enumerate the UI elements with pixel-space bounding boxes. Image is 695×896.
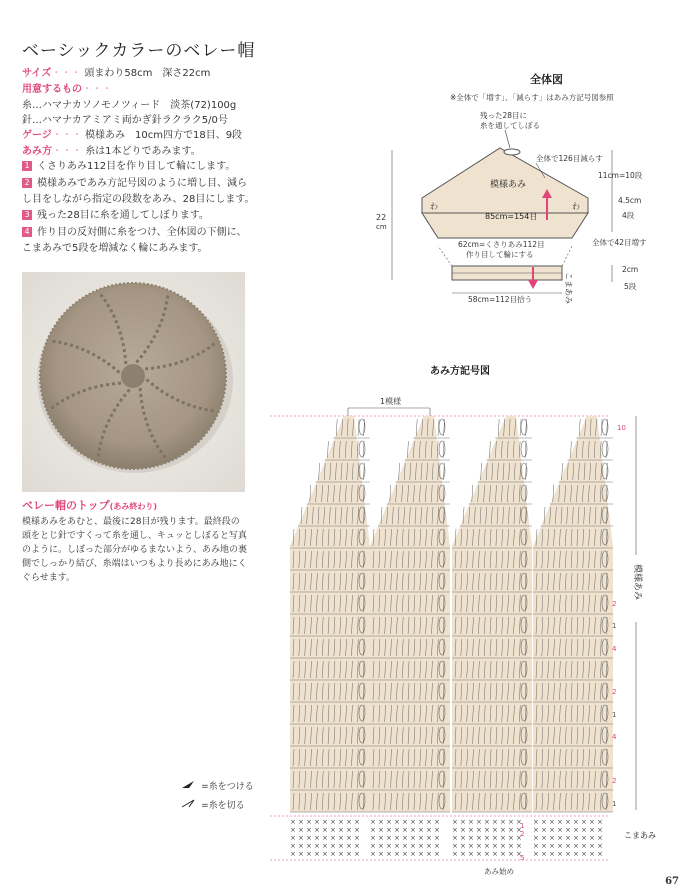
single-crochet-mark: × — [597, 826, 603, 834]
koma-side-label: こまあみ — [564, 272, 573, 304]
single-crochet-mark: × — [597, 850, 603, 858]
legend-attach: =糸をつける — [180, 774, 254, 793]
single-crochet-mark: × — [322, 842, 328, 850]
rows-11cm-label: 11cm=10段 — [598, 171, 643, 180]
single-crochet-mark: × — [484, 850, 490, 858]
koma-label-5: 5 — [520, 854, 525, 862]
single-crochet-mark: × — [533, 818, 539, 826]
side-koma-label: こまあみ — [624, 831, 656, 840]
rows-45cm-label: 4.5cm — [618, 196, 642, 205]
single-crochet-mark: × — [533, 850, 539, 858]
legend-cut: =糸を切る — [180, 793, 245, 812]
single-crochet-mark: × — [330, 850, 336, 858]
single-crochet-mark: × — [541, 818, 547, 826]
single-crochet-mark: × — [378, 826, 384, 834]
step-4: 4 作り目の反対側に糸をつけ、全体図の下側に、 — [22, 226, 247, 240]
single-crochet-mark: × — [460, 834, 466, 842]
single-crochet-mark: × — [581, 826, 587, 834]
size-label: サイズ — [22, 68, 52, 79]
crochet-chart — [270, 360, 670, 880]
single-crochet-mark: × — [290, 850, 296, 858]
single-crochet-mark: × — [370, 850, 376, 858]
single-crochet-mark: × — [589, 842, 595, 850]
single-crochet-mark: × — [557, 826, 563, 834]
single-crochet-mark: × — [386, 842, 392, 850]
single-crochet-mark: × — [298, 818, 304, 826]
single-crochet-mark: × — [434, 850, 440, 858]
single-crochet-mark: × — [346, 818, 352, 826]
single-crochet-mark: × — [581, 818, 587, 826]
rows-5-label: 5段 — [624, 282, 637, 291]
row-label: 2 — [612, 688, 617, 696]
single-crochet-mark: × — [468, 826, 474, 834]
single-crochet-mark: × — [468, 842, 474, 850]
height-22-unit: cm — [376, 223, 387, 231]
photo-description: 模様あみをあむと、最後に28目が残ります。最終段の頭をとじ針ですくって糸を通し、キュッとしぼると写真のように。しぼった部分がゆるまないよう、あみ地の裏側でしっかり結び、糸端はいつもより長めにあみ地にくぐらせます。 — [22, 517, 248, 583]
single-crochet-mark: × — [330, 842, 336, 850]
single-crochet-mark: × — [452, 826, 458, 834]
top-note-2: 糸を通してしぼる — [480, 121, 540, 130]
single-crochet-mark: × — [468, 834, 474, 842]
single-crochet-mark: × — [410, 818, 416, 826]
single-crochet-mark: × — [418, 850, 424, 858]
single-crochet-mark: × — [557, 818, 563, 826]
single-crochet-mark: × — [290, 842, 296, 850]
single-crochet-mark: × — [500, 842, 506, 850]
materials-yarn: 糸…ハマナカソノモノツィード 淡茶(72)100g — [22, 100, 237, 111]
single-crochet-mark: × — [533, 826, 539, 834]
single-crochet-mark: × — [452, 818, 458, 826]
single-crochet-mark: × — [306, 826, 312, 834]
single-crochet-mark: × — [386, 826, 392, 834]
row-label: 10 — [617, 424, 626, 432]
single-crochet-mark: × — [322, 850, 328, 858]
single-crochet-mark: × — [290, 834, 296, 842]
single-crochet-mark: × — [338, 818, 344, 826]
row-label: 4 — [612, 645, 617, 653]
repeat-label: 1模様 — [380, 397, 402, 406]
single-crochet-mark: × — [314, 818, 320, 826]
size-text: 頭まわり58cm 深さ22cm — [84, 68, 211, 79]
single-crochet-mark: × — [565, 850, 571, 858]
single-crochet-mark: × — [492, 826, 498, 834]
single-crochet-mark: × — [452, 834, 458, 842]
single-crochet-mark: × — [589, 826, 595, 834]
single-crochet-mark: × — [314, 850, 320, 858]
single-crochet-mark: × — [460, 818, 466, 826]
single-crochet-mark: × — [426, 834, 432, 842]
single-crochet-mark: × — [394, 842, 400, 850]
cluster-stitch — [359, 441, 365, 457]
single-crochet-mark: × — [378, 842, 384, 850]
cluster-stitch — [439, 441, 445, 457]
single-crochet-mark: × — [500, 818, 506, 826]
single-crochet-mark: × — [370, 826, 376, 834]
pattern-repeat — [370, 416, 450, 812]
single-crochet-mark: × — [314, 826, 320, 834]
single-crochet-mark: × — [338, 834, 344, 842]
wa-left: わ — [430, 202, 438, 211]
single-crochet-mark: × — [394, 826, 400, 834]
single-crochet-mark: × — [402, 842, 408, 850]
single-crochet-mark: × — [410, 834, 416, 842]
single-crochet-mark: × — [476, 850, 482, 858]
single-crochet-mark: × — [492, 834, 498, 842]
overall-note: ※全体で「増す」、「減らす」はあみ方記号図参照 — [450, 93, 614, 102]
single-crochet-mark: × — [330, 818, 336, 826]
single-crochet-mark: × — [434, 842, 440, 850]
pattern-repeat — [290, 416, 370, 812]
top-note-1: 残った28目に — [480, 111, 528, 120]
hat-top-ring — [504, 149, 520, 155]
start-label: あみ始め — [484, 867, 514, 876]
row-label: 1 — [612, 800, 617, 808]
single-crochet-mark: × — [476, 826, 482, 834]
single-crochet-mark: × — [338, 850, 344, 858]
row-labels — [612, 424, 626, 808]
single-crochet-mark: × — [541, 850, 547, 858]
single-crochet-mark: × — [541, 842, 547, 850]
single-crochet-mark: × — [434, 826, 440, 834]
single-crochet-mark: × — [418, 834, 424, 842]
single-crochet-mark: × — [484, 818, 490, 826]
single-crochet-mark: × — [557, 834, 563, 842]
attach-yarn-icon — [180, 779, 196, 789]
single-crochet-mark: × — [516, 842, 522, 850]
single-crochet-mark: × — [516, 850, 522, 858]
single-crochet-mark: × — [322, 834, 328, 842]
pattern-label: 模様あみ — [490, 180, 527, 190]
single-crochet-mark: × — [354, 826, 360, 834]
single-crochet-mark: × — [370, 842, 376, 850]
single-crochet-mark: × — [541, 834, 547, 842]
single-crochet-mark: × — [508, 842, 514, 850]
row-label: 4 — [612, 733, 617, 741]
single-crochet-mark: × — [306, 850, 312, 858]
single-crochet-mark: × — [492, 850, 498, 858]
decrease-label: 全体で126目減らす — [536, 154, 603, 163]
single-crochet-mark: × — [410, 826, 416, 834]
single-crochet-mark: × — [346, 826, 352, 834]
single-crochet-mark: × — [516, 826, 522, 834]
cluster-stitch — [521, 441, 527, 457]
single-crochet-mark: × — [346, 834, 352, 842]
single-crochet-mark: × — [410, 842, 416, 850]
single-crochet-mark: × — [492, 818, 498, 826]
single-crochet-mark: × — [290, 818, 296, 826]
band-label: 58cm=112目拾う — [468, 295, 533, 304]
single-crochet-mark: × — [306, 818, 312, 826]
koma-label-1: 1 — [520, 822, 525, 830]
single-crochet-mark: × — [549, 818, 555, 826]
single-crochet-mark: × — [402, 834, 408, 842]
single-crochet-mark: × — [378, 818, 384, 826]
single-crochet-mark: × — [402, 826, 408, 834]
single-crochet-mark: × — [508, 826, 514, 834]
single-crochet-mark: × — [597, 834, 603, 842]
single-crochet-mark: × — [557, 842, 563, 850]
single-crochet-mark: × — [386, 850, 392, 858]
row-label: 1 — [612, 622, 617, 630]
single-crochet-mark: × — [314, 834, 320, 842]
beret-illustration — [22, 272, 245, 492]
single-crochet-mark: × — [298, 834, 304, 842]
cluster-stitch — [602, 441, 608, 457]
single-crochet-mark: × — [597, 818, 603, 826]
cut-yarn-icon — [180, 798, 196, 808]
rows-2cm-label: 2cm — [622, 265, 639, 274]
rows-4-label: 4段 — [622, 211, 635, 220]
single-crochet-mark: × — [573, 818, 579, 826]
photo-caption: ベレー帽のトップ(あみ終わり) — [22, 499, 157, 512]
single-crochet-mark: × — [402, 850, 408, 858]
step-3: 3 残った28目に糸を通してしぼります。 — [22, 209, 209, 223]
single-crochet-mark: × — [533, 842, 539, 850]
width-85-label: 85cm=154目 — [485, 212, 538, 221]
step-2-cont: し目をしながら指定の段数をあみ、28目にします。 — [22, 194, 255, 205]
single-crochet-mark: × — [533, 834, 539, 842]
step-1: 1 くさりあみ112目を作り目して輪にします。 — [22, 160, 235, 174]
single-crochet-mark: × — [346, 842, 352, 850]
single-crochet-mark: × — [589, 818, 595, 826]
single-crochet-mark: × — [370, 834, 376, 842]
single-crochet-mark: × — [549, 842, 555, 850]
single-crochet-mark: × — [298, 842, 304, 850]
single-crochet-mark: × — [500, 834, 506, 842]
materials-hook: 針…ハマナカアミアミ両かぎ針ラクラク5/0号 — [22, 115, 228, 126]
chain-label-2: 作り目して輪にする — [466, 250, 534, 259]
single-crochet-mark: × — [402, 818, 408, 826]
single-crochet-mark: × — [354, 818, 360, 826]
single-crochet-mark: × — [394, 850, 400, 858]
single-crochet-mark: × — [394, 834, 400, 842]
page-title: ベーシックカラーのベレー帽 — [22, 41, 256, 61]
row-label: 1 — [612, 711, 617, 719]
chart-title: あみ方記号図 — [430, 366, 490, 377]
single-crochet-mark: × — [565, 826, 571, 834]
single-crochet-mark: × — [460, 850, 466, 858]
single-crochet-mark: × — [410, 850, 416, 858]
single-crochet-mark: × — [354, 834, 360, 842]
single-crochet-mark: × — [426, 842, 432, 850]
row-label: 2 — [612, 600, 617, 608]
single-crochet-mark: × — [314, 842, 320, 850]
single-crochet-mark: × — [476, 818, 482, 826]
single-crochet-mark: × — [557, 850, 563, 858]
single-crochet-mark: × — [322, 818, 328, 826]
single-crochet-mark: × — [452, 842, 458, 850]
single-crochet-mark: × — [516, 834, 522, 842]
chain-label-1: 62cm=くさりあみ112目 — [458, 240, 545, 249]
single-crochet-mark: × — [338, 842, 344, 850]
single-crochet-mark: × — [418, 818, 424, 826]
single-crochet-mark: × — [306, 834, 312, 842]
pattern-repeat — [533, 416, 613, 812]
single-crochet-mark: × — [565, 834, 571, 842]
side-pattern-label: 模様あみ — [632, 564, 642, 601]
materials-heading: 用意するもの・・・ — [22, 84, 112, 95]
single-crochet-mark: × — [597, 842, 603, 850]
single-crochet-mark: × — [434, 834, 440, 842]
single-crochet-mark: × — [460, 826, 466, 834]
step-2: 2 模様あみであみ方記号図のように増し目、減ら — [22, 177, 247, 191]
single-crochet-mark: × — [484, 842, 490, 850]
single-crochet-mark: × — [468, 818, 474, 826]
single-crochet-mark: × — [541, 826, 547, 834]
page-number: 67 — [665, 876, 679, 887]
single-crochet-mark: × — [298, 826, 304, 834]
single-crochet-mark: × — [290, 826, 296, 834]
single-crochet-mark: × — [508, 818, 514, 826]
single-crochet-mark: × — [573, 850, 579, 858]
single-crochet-mark: × — [460, 842, 466, 850]
single-crochet-mark: × — [508, 850, 514, 858]
single-crochet-mark: × — [426, 850, 432, 858]
single-crochet-mark: × — [549, 834, 555, 842]
single-crochet-mark: × — [452, 850, 458, 858]
gauge-line: ゲージ・・・ 模様あみ 10cm四方で18目、9段 — [22, 130, 243, 141]
single-crochet-mark: × — [476, 842, 482, 850]
single-crochet-mark: × — [589, 850, 595, 858]
single-crochet-mark: × — [386, 818, 392, 826]
single-crochet-mark: × — [354, 850, 360, 858]
single-crochet-mark: × — [581, 842, 587, 850]
single-crochet-mark: × — [306, 842, 312, 850]
single-crochet-mark: × — [426, 818, 432, 826]
chart-columns — [290, 416, 613, 812]
single-crochet-mark: × — [508, 834, 514, 842]
single-crochet-mark: × — [500, 826, 506, 834]
single-crochet-mark: × — [330, 826, 336, 834]
single-crochet-mark: × — [516, 818, 522, 826]
single-crochet-mark: × — [322, 826, 328, 834]
single-crochet-mark: × — [573, 826, 579, 834]
single-crochet-mark: × — [378, 850, 384, 858]
single-crochet-mark: × — [330, 834, 336, 842]
single-crochet-mark: × — [476, 834, 482, 842]
single-crochet-mark: × — [581, 834, 587, 842]
single-crochet-mark: × — [581, 850, 587, 858]
single-crochet-mark: × — [394, 818, 400, 826]
method-line: あみ方・・・ 糸は1本どりであみます。 — [22, 146, 201, 157]
height-22-label: 22 — [376, 213, 387, 222]
single-crochet-mark: × — [549, 850, 555, 858]
single-crochet-mark: × — [565, 818, 571, 826]
row-label: 2 — [612, 777, 617, 785]
single-crochet-mark: × — [589, 834, 595, 842]
single-crochet-mark: × — [468, 850, 474, 858]
single-crochet-mark: × — [484, 834, 490, 842]
pattern-repeat — [452, 416, 532, 812]
single-crochet-mark: × — [298, 850, 304, 858]
koma-label-2: 2 — [520, 830, 525, 838]
single-crochet-mark: × — [565, 842, 571, 850]
single-crochet-mark: × — [354, 842, 360, 850]
single-crochet-mark: × — [378, 834, 384, 842]
beret-photo — [22, 272, 245, 492]
single-crochet-mark: × — [549, 826, 555, 834]
overall-title: 全体図 — [530, 73, 563, 86]
single-crochet-mark: × — [426, 826, 432, 834]
single-crochet-mark: × — [484, 826, 490, 834]
overall-diagram — [340, 70, 660, 310]
step-4-cont: こまあみで5段を増減なく輪にあみます。 — [22, 243, 208, 254]
single-crochet-mark: × — [418, 826, 424, 834]
increase-label: 全体で42目増す — [592, 238, 647, 247]
single-crochet-mark: × — [500, 850, 506, 858]
single-crochet-mark: × — [492, 842, 498, 850]
single-crochet-mark: × — [573, 842, 579, 850]
wa-right: わ — [572, 202, 580, 211]
single-crochet-mark: × — [346, 850, 352, 858]
single-crochet-mark: × — [386, 834, 392, 842]
size-line: サイズ・・・ 頭まわり58cm 深さ22cm — [22, 68, 211, 79]
single-crochet-mark: × — [338, 826, 344, 834]
single-crochet-mark: × — [573, 834, 579, 842]
single-crochet-mark: × — [370, 818, 376, 826]
single-crochet-mark: × — [418, 842, 424, 850]
koma-rows — [290, 818, 603, 858]
single-crochet-mark: × — [434, 818, 440, 826]
